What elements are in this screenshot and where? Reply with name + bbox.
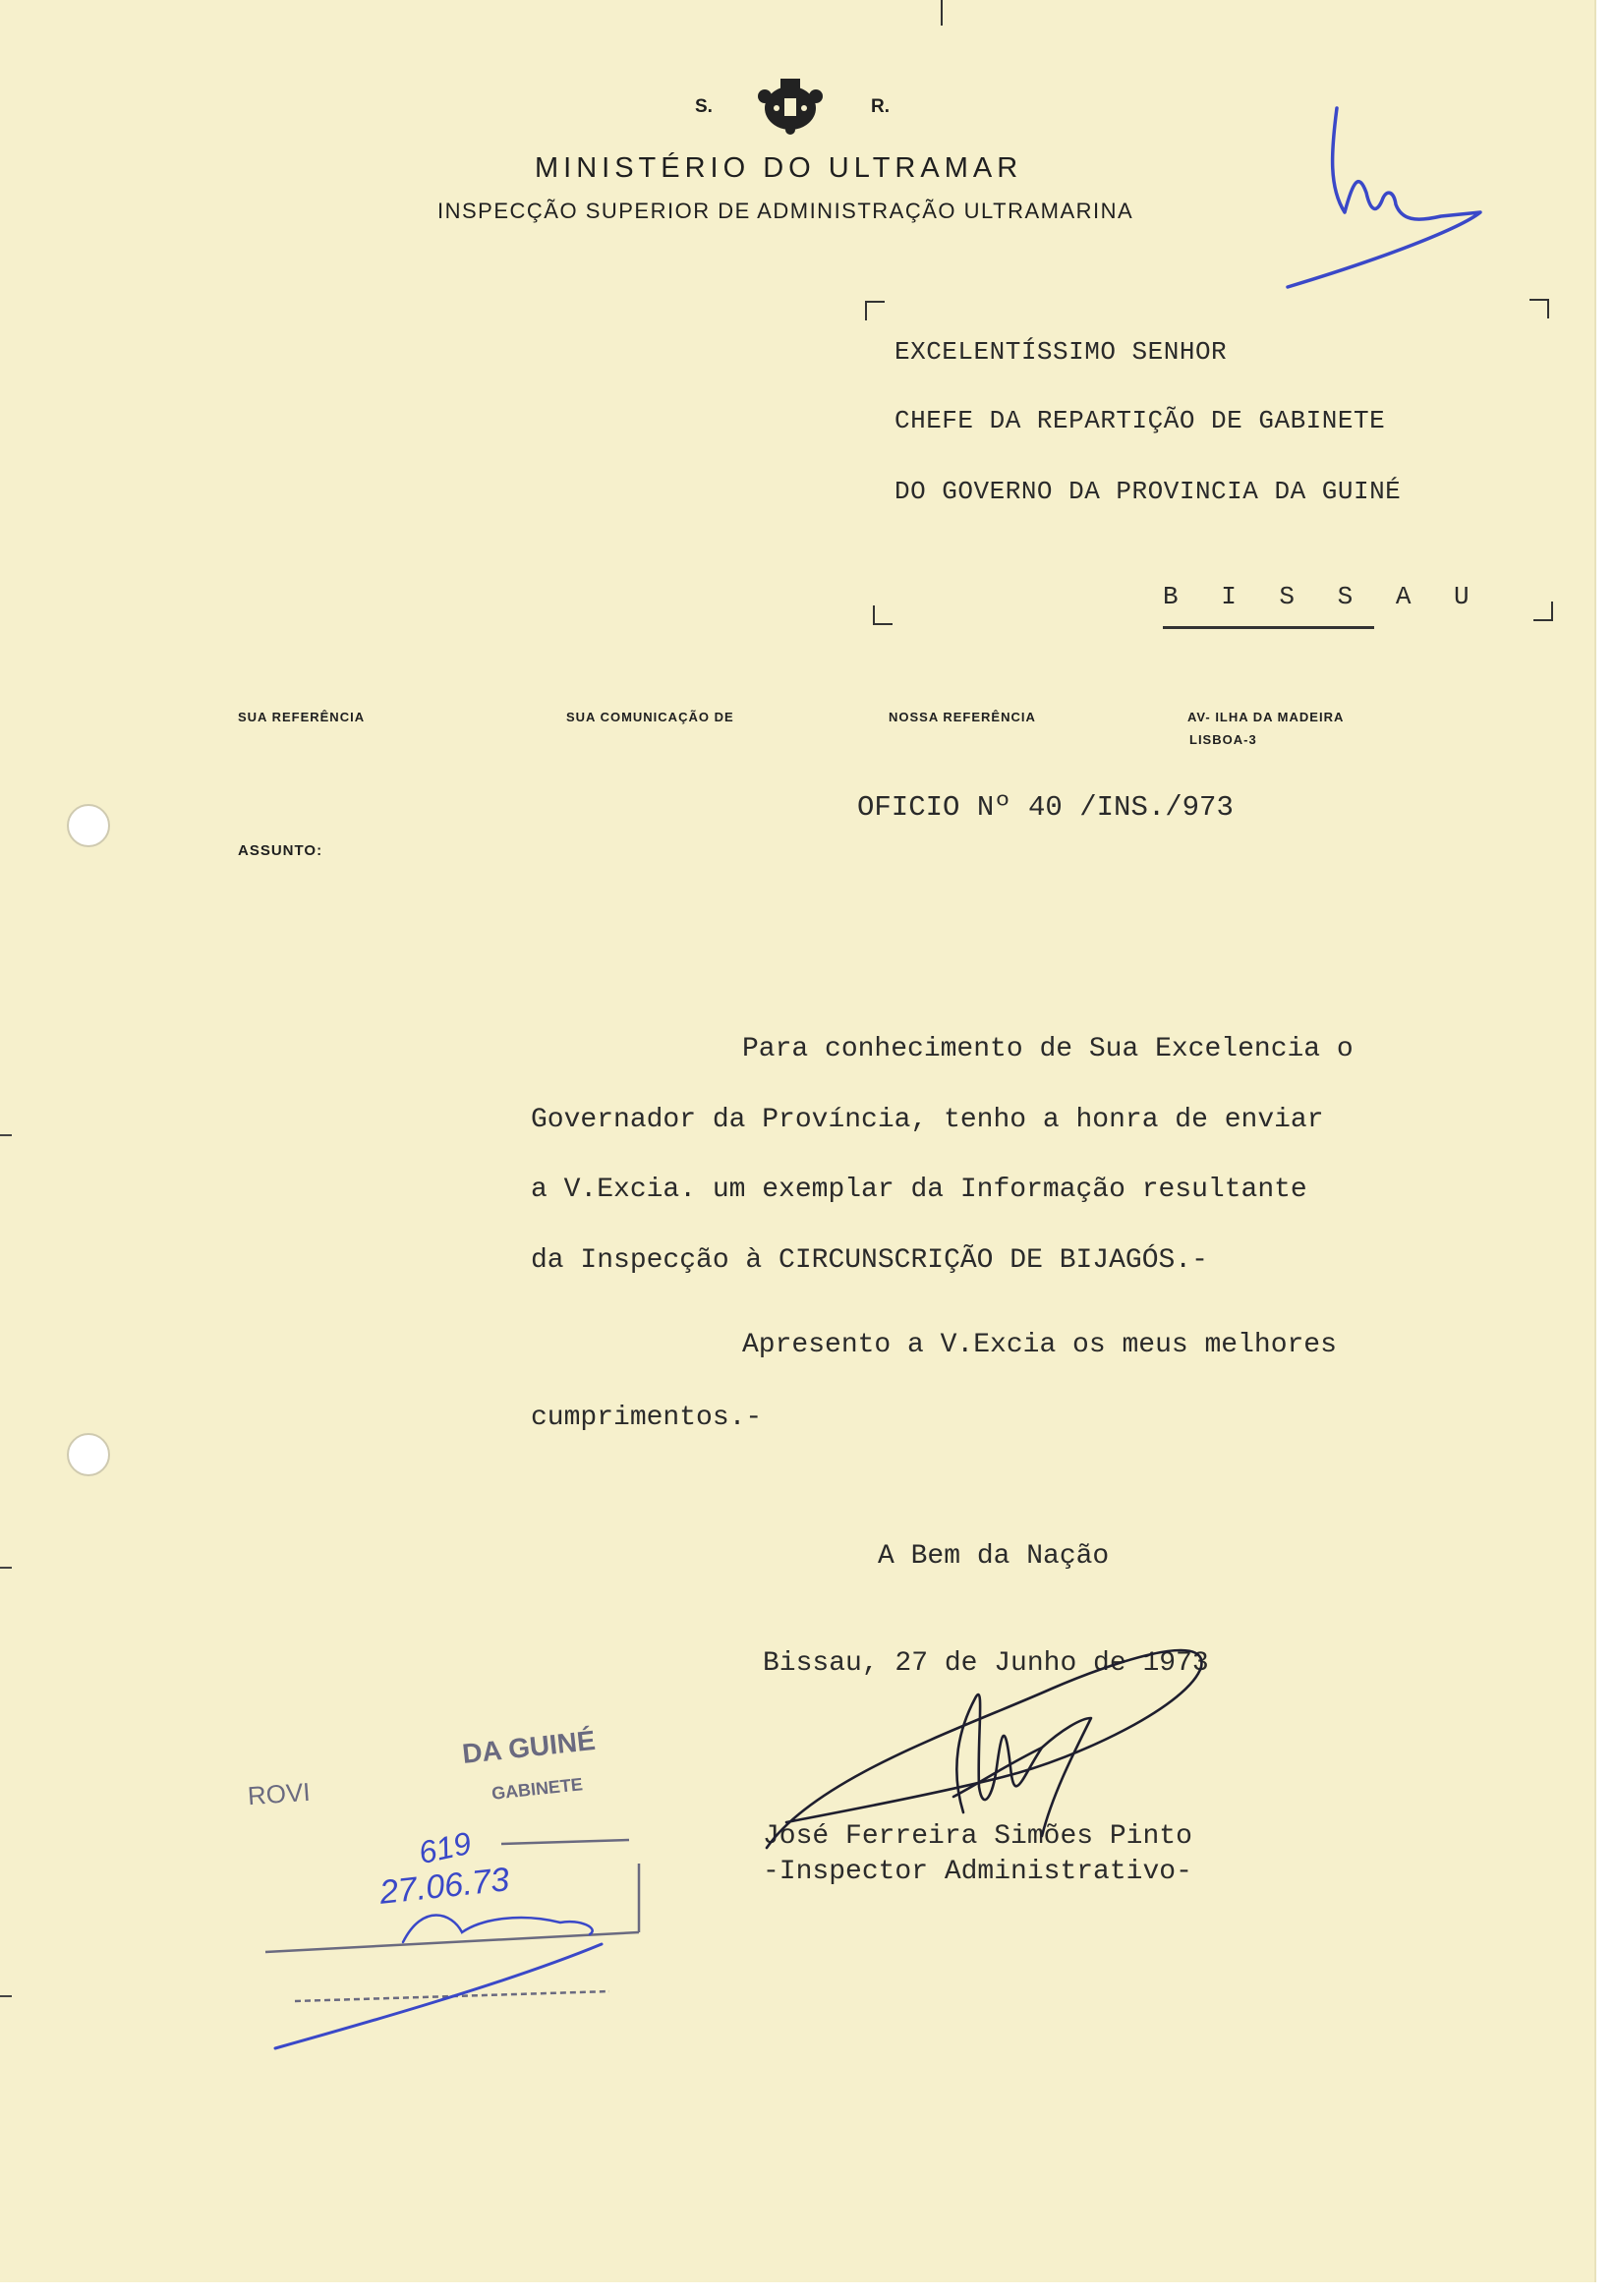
body-p1-line-3: a V.Excia. um exemplar da Informação resultante xyxy=(531,1175,1307,1205)
recipient-line-2: CHEFE DA REPARTIÇÃO DE GABINETE xyxy=(894,406,1386,435)
handwritten-initials xyxy=(1268,94,1494,301)
signer-title: -Inspector Administrativo- xyxy=(763,1857,1192,1887)
city-underline xyxy=(1163,626,1374,629)
signer-name: José Ferreira Simões Pinto xyxy=(763,1821,1192,1852)
punch-hole-lower xyxy=(67,1433,110,1476)
address-corner-top-left xyxy=(865,301,885,320)
address-line-1: AV- ILHA DA MADEIRA xyxy=(1187,710,1345,724)
body-p2-line-1: Apresento a V.Excia os meus melhores xyxy=(742,1330,1337,1360)
stamp-text-partial-2: DA GUINÉ xyxy=(460,1724,598,1770)
label-assunto: ASSUNTO: xyxy=(238,842,323,859)
fold-mark xyxy=(941,0,943,26)
recipient-line-1: EXCELENTÍSSIMO SENHOR xyxy=(894,337,1228,367)
edge-tick xyxy=(0,1567,12,1569)
handwritten-signature xyxy=(757,1620,1229,1885)
label-sua-referencia: SUA REFERÊNCIA xyxy=(238,710,366,724)
closing-salutation: A Bem da Nação xyxy=(878,1541,1110,1572)
punch-hole-upper xyxy=(67,804,110,847)
body-p2-line-2: cumprimentos.- xyxy=(531,1403,763,1433)
edge-tick xyxy=(0,1134,12,1136)
stamp-entry-number: 619 xyxy=(415,1824,475,1871)
coat-of-arms-icon xyxy=(751,75,830,136)
stamp-entry-date: 27.06.73 xyxy=(377,1861,511,1912)
place-and-date: Bissau, 27 de Junho de 1973 xyxy=(763,1648,1209,1679)
edge-tick xyxy=(0,1995,12,1997)
address-corner-top-right xyxy=(1529,299,1549,318)
label-sua-comunicacao: SUA COMUNICAÇÃO DE xyxy=(566,710,734,724)
body-p1-line-2: Governador da Província, tenho a honra de enviar xyxy=(531,1105,1324,1135)
oficio-number: OFICIO Nº 40 /INS./973 xyxy=(857,791,1234,824)
label-nossa-referencia: NOSSA REFERÊNCIA xyxy=(889,710,1036,724)
body-p1-line-4: da Inspecção à CIRCUNSCRIÇÃO DE BIJAGÓS.- xyxy=(531,1245,1208,1276)
crest-left-letter: S. xyxy=(695,96,713,117)
crest-right-letter: R. xyxy=(871,96,890,117)
department-heading: INSPECÇÃO SUPERIOR DE ADMINISTRAÇÃO ULTRAMARINA xyxy=(437,199,1134,223)
ministry-heading: MINISTÉRIO DO ULTRAMAR xyxy=(535,152,1023,184)
recipient-line-3: DO GOVERNO DA PROVINCIA DA GUINÉ xyxy=(894,477,1402,506)
stamp-text-partial-3: GABINETE xyxy=(490,1774,584,1804)
address-corner-bottom-right xyxy=(1533,602,1553,621)
stamp-text-partial-1: ROVI xyxy=(246,1776,312,1811)
body-p1-line-1: Para conhecimento de Sua Excelencia o xyxy=(742,1034,1354,1064)
recipient-city: B I S S A U xyxy=(1163,582,1483,611)
address-corner-bottom-left xyxy=(873,605,893,625)
address-line-2: LISBOA-3 xyxy=(1189,732,1257,747)
